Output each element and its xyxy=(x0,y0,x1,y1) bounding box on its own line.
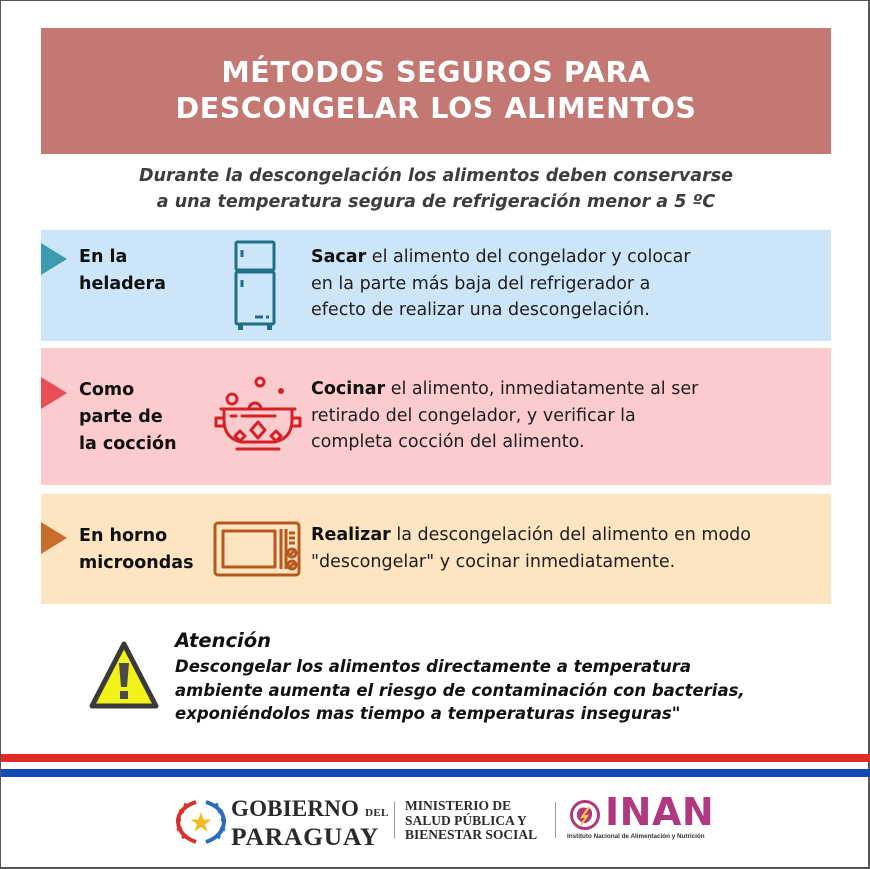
description-line-1 xyxy=(311,244,691,271)
inan-acronym: INAN xyxy=(605,790,715,834)
description-line-3: efecto de realizar una descongelación. xyxy=(311,300,650,320)
method-description xyxy=(311,522,751,575)
method-card-cooking xyxy=(41,348,831,485)
subtitle-line-2: a una temperatura segura de refrigeración menor a 5 ºC xyxy=(156,192,716,212)
title-line-2: DESCONGELAR LOS ALIMENTOS xyxy=(175,92,697,125)
method-label-line: Como xyxy=(79,380,135,400)
method-card-microwave xyxy=(41,494,831,604)
method-label-line: la cocción xyxy=(79,434,177,454)
description-line-3: completa cocción del alimento. xyxy=(311,432,585,452)
subtitle-line-1: Durante la descongelación los alimentos deben conservarse xyxy=(139,166,733,186)
government-word: GOBIERNO xyxy=(231,796,360,821)
action-verb: Realizar xyxy=(311,525,391,545)
title-line-1: MÉTODOS SEGUROS PARA xyxy=(221,56,651,89)
action-verb: Cocinar xyxy=(311,379,386,399)
divider xyxy=(555,802,556,838)
cooking-pot-icon xyxy=(211,376,303,456)
ministry-line: SALUD PÚBLICA Y xyxy=(405,812,527,828)
footer-logos xyxy=(1,790,870,851)
method-label xyxy=(79,523,194,577)
description-line-1 xyxy=(311,522,751,549)
method-label-line: En horno xyxy=(79,526,168,546)
description-line-1 xyxy=(311,376,698,403)
arrow-marker-icon xyxy=(41,522,67,554)
description-line-2: en la parte más baja del refrigerador a xyxy=(311,273,651,294)
description-text: la descongelación del alimento en modo xyxy=(390,525,751,545)
flag-stripe-blue xyxy=(1,769,870,777)
ministry-name xyxy=(405,799,537,843)
refrigerator-icon xyxy=(233,240,277,332)
ministry-line: MINISTERIO DE xyxy=(405,798,512,813)
inan-full-name: Instituto Nacional de Alimentación y Nutrición xyxy=(567,833,705,840)
action-verb: Sacar xyxy=(311,247,367,267)
ministry-line: BIENESTAR SOCIAL xyxy=(405,827,538,842)
attention-heading: Atención xyxy=(175,629,271,652)
inan-logo-icon xyxy=(569,799,601,831)
method-label xyxy=(79,377,177,458)
arrow-marker-icon xyxy=(41,377,67,409)
description-line-2: retirado del congelador, y verificar la xyxy=(311,405,636,426)
paraguay-government-emblem-icon xyxy=(174,798,228,844)
government-name xyxy=(231,798,389,849)
description-text: el alimento, inmediatamente al ser xyxy=(385,379,699,399)
government-small-word: DEL xyxy=(365,807,389,819)
attention-notice xyxy=(175,627,745,726)
government-line-2: PARAGUAY xyxy=(231,822,380,851)
attention-line-1: Descongelar los alimentos directamente a temperatura xyxy=(175,657,692,676)
method-label-line: microondas xyxy=(79,553,194,573)
divider xyxy=(394,802,395,838)
warning-triangle-icon xyxy=(89,641,159,709)
method-label-line: heladera xyxy=(79,274,166,294)
title-banner xyxy=(41,28,831,154)
attention-line-2: ambiente aumenta el riesgo de contaminación con bacterias, xyxy=(175,680,745,700)
method-label-line: En la xyxy=(79,247,128,267)
subtitle xyxy=(61,163,811,215)
arrow-marker-icon xyxy=(41,243,67,275)
method-label-line: parte de xyxy=(79,407,163,427)
flag-stripe-red xyxy=(1,754,870,762)
attention-line-3: exponiéndolos mas tiempo a temperaturas inseguras" xyxy=(175,704,681,723)
method-label xyxy=(79,244,166,298)
microwave-icon xyxy=(213,521,301,577)
method-card-refrigerator xyxy=(41,230,831,341)
government-line-1 xyxy=(231,798,389,824)
method-description xyxy=(311,244,691,324)
description-text: el alimento del congelador y colocar xyxy=(366,247,691,267)
description-line-2: "descongelar" y cocinar inmediatamente. xyxy=(311,551,676,572)
method-description xyxy=(311,376,698,456)
